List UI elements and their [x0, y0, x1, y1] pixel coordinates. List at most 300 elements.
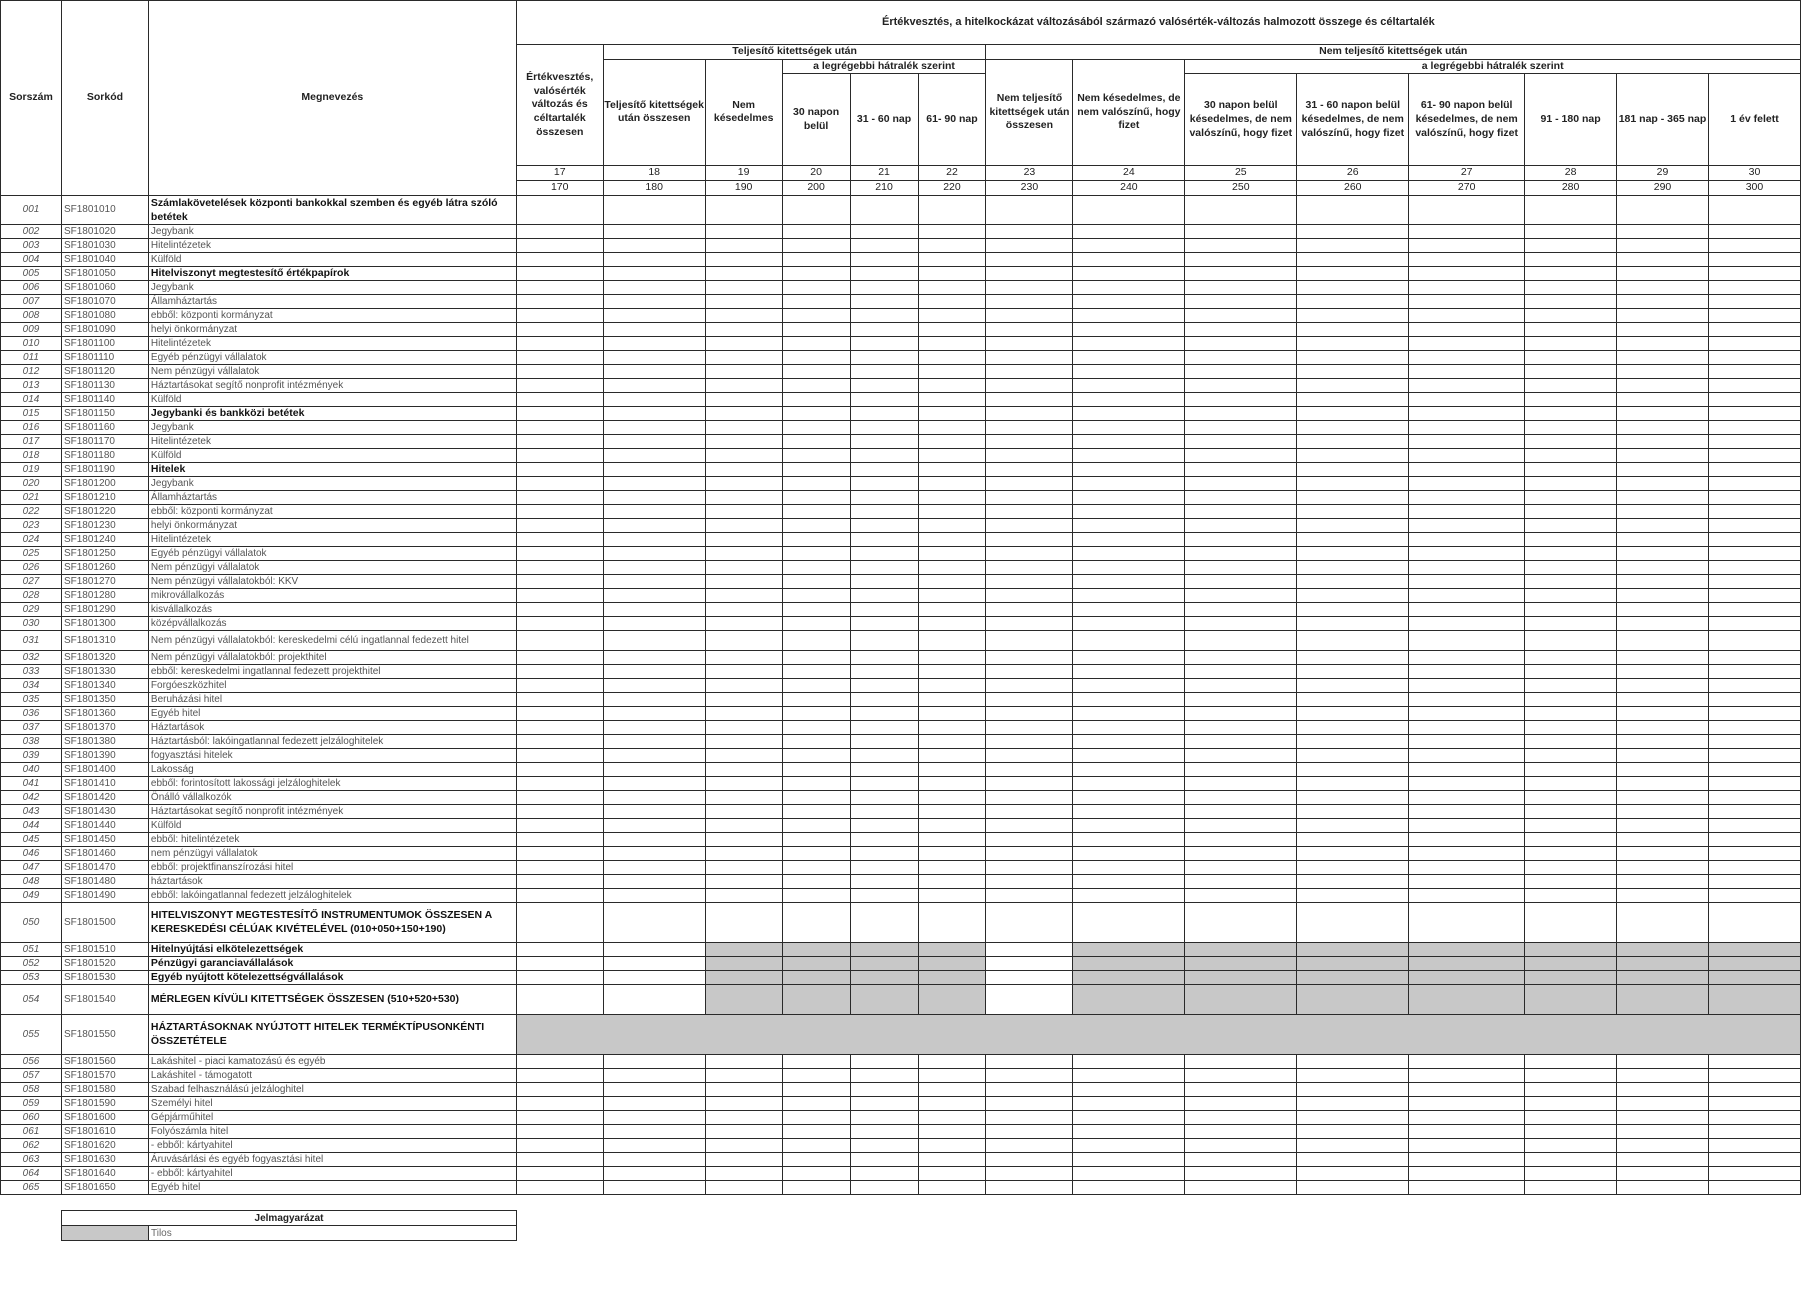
- data-cell[interactable]: [1708, 364, 1800, 378]
- data-cell[interactable]: [986, 476, 1073, 490]
- data-cell[interactable]: [850, 322, 918, 336]
- data-cell[interactable]: [603, 874, 705, 888]
- data-cell[interactable]: [1185, 616, 1297, 630]
- data-cell[interactable]: [782, 692, 850, 706]
- data-cell[interactable]: [1409, 1138, 1525, 1152]
- data-cell[interactable]: [1297, 406, 1409, 420]
- data-cell[interactable]: [918, 364, 986, 378]
- data-cell[interactable]: [850, 350, 918, 364]
- data-cell[interactable]: [1708, 560, 1800, 574]
- data-cell[interactable]: [850, 776, 918, 790]
- data-cell[interactable]: [516, 1110, 603, 1124]
- data-cell[interactable]: [1185, 546, 1297, 560]
- data-cell[interactable]: [705, 280, 782, 294]
- data-cell[interactable]: [1297, 392, 1409, 406]
- data-cell[interactable]: [986, 294, 1073, 308]
- data-cell[interactable]: [603, 616, 705, 630]
- data-cell[interactable]: [1617, 504, 1709, 518]
- data-cell[interactable]: [1708, 1096, 1800, 1110]
- data-cell[interactable]: [986, 364, 1073, 378]
- data-cell[interactable]: [1073, 706, 1185, 720]
- data-cell[interactable]: [850, 790, 918, 804]
- data-cell[interactable]: [1297, 1054, 1409, 1068]
- data-cell[interactable]: [1297, 420, 1409, 434]
- data-cell[interactable]: [1073, 1082, 1185, 1096]
- data-cell[interactable]: [1525, 1166, 1617, 1180]
- data-cell[interactable]: [918, 874, 986, 888]
- data-cell[interactable]: [1525, 420, 1617, 434]
- data-cell[interactable]: [918, 238, 986, 252]
- data-cell[interactable]: [1617, 832, 1709, 846]
- data-cell[interactable]: [516, 1166, 603, 1180]
- data-cell[interactable]: [1297, 546, 1409, 560]
- data-cell[interactable]: [1617, 734, 1709, 748]
- data-cell[interactable]: [1297, 860, 1409, 874]
- data-cell[interactable]: [1708, 224, 1800, 238]
- data-cell[interactable]: [1185, 406, 1297, 420]
- data-cell[interactable]: [1185, 574, 1297, 588]
- data-cell[interactable]: [782, 308, 850, 322]
- data-cell[interactable]: [1525, 888, 1617, 902]
- data-cell[interactable]: [1297, 748, 1409, 762]
- data-cell[interactable]: [516, 1180, 603, 1194]
- data-cell[interactable]: [986, 804, 1073, 818]
- data-cell[interactable]: [850, 518, 918, 532]
- data-cell[interactable]: [603, 1096, 705, 1110]
- data-cell[interactable]: [705, 832, 782, 846]
- data-cell[interactable]: [986, 846, 1073, 860]
- data-cell[interactable]: [850, 294, 918, 308]
- data-cell[interactable]: [603, 252, 705, 266]
- data-cell[interactable]: [850, 462, 918, 476]
- data-cell[interactable]: [782, 448, 850, 462]
- data-cell[interactable]: [1297, 195, 1409, 224]
- data-cell[interactable]: [705, 1054, 782, 1068]
- data-cell[interactable]: [516, 532, 603, 546]
- data-cell[interactable]: [1708, 462, 1800, 476]
- data-cell[interactable]: [918, 720, 986, 734]
- data-cell[interactable]: [918, 1068, 986, 1082]
- data-cell[interactable]: [918, 546, 986, 560]
- data-cell[interactable]: [1073, 518, 1185, 532]
- data-cell[interactable]: [782, 860, 850, 874]
- data-cell[interactable]: [1073, 720, 1185, 734]
- data-cell[interactable]: [705, 888, 782, 902]
- data-cell[interactable]: [918, 762, 986, 776]
- data-cell[interactable]: [1185, 350, 1297, 364]
- data-cell[interactable]: [516, 1096, 603, 1110]
- data-cell[interactable]: [1185, 294, 1297, 308]
- data-cell[interactable]: [603, 406, 705, 420]
- data-cell[interactable]: [1297, 266, 1409, 280]
- data-cell[interactable]: [782, 294, 850, 308]
- data-cell[interactable]: [850, 874, 918, 888]
- data-cell[interactable]: [1708, 252, 1800, 266]
- data-cell[interactable]: [1409, 664, 1525, 678]
- data-cell[interactable]: [1708, 734, 1800, 748]
- data-cell[interactable]: [1185, 1124, 1297, 1138]
- data-cell[interactable]: [850, 664, 918, 678]
- data-cell[interactable]: [850, 706, 918, 720]
- data-cell[interactable]: [918, 1152, 986, 1166]
- data-cell[interactable]: [516, 616, 603, 630]
- data-cell[interactable]: [986, 532, 1073, 546]
- data-cell[interactable]: [850, 1180, 918, 1194]
- data-cell[interactable]: [705, 720, 782, 734]
- data-cell[interactable]: [1073, 406, 1185, 420]
- data-cell[interactable]: [516, 706, 603, 720]
- data-cell[interactable]: [1185, 818, 1297, 832]
- data-cell[interactable]: [516, 970, 603, 984]
- data-cell[interactable]: [516, 504, 603, 518]
- data-cell[interactable]: [1409, 1152, 1525, 1166]
- data-cell[interactable]: [1297, 1124, 1409, 1138]
- data-cell[interactable]: [850, 762, 918, 776]
- data-cell[interactable]: [1185, 1138, 1297, 1152]
- data-cell[interactable]: [1297, 224, 1409, 238]
- data-cell[interactable]: [986, 266, 1073, 280]
- data-cell[interactable]: [603, 322, 705, 336]
- data-cell[interactable]: [1185, 874, 1297, 888]
- data-cell[interactable]: [1525, 1110, 1617, 1124]
- data-cell[interactable]: [1409, 448, 1525, 462]
- data-cell[interactable]: [1073, 588, 1185, 602]
- data-cell[interactable]: [850, 420, 918, 434]
- data-cell[interactable]: [1409, 630, 1525, 650]
- data-cell[interactable]: [1617, 678, 1709, 692]
- data-cell[interactable]: [603, 942, 705, 956]
- data-cell[interactable]: [1073, 664, 1185, 678]
- data-cell[interactable]: [1525, 322, 1617, 336]
- data-cell[interactable]: [782, 790, 850, 804]
- data-cell[interactable]: [603, 504, 705, 518]
- data-cell[interactable]: [1073, 322, 1185, 336]
- data-cell[interactable]: [1617, 560, 1709, 574]
- data-cell[interactable]: [918, 532, 986, 546]
- data-cell[interactable]: [918, 790, 986, 804]
- data-cell[interactable]: [516, 1054, 603, 1068]
- data-cell[interactable]: [1708, 902, 1800, 942]
- data-cell[interactable]: [1525, 692, 1617, 706]
- data-cell[interactable]: [1185, 588, 1297, 602]
- data-cell[interactable]: [1409, 588, 1525, 602]
- data-cell[interactable]: [850, 560, 918, 574]
- data-cell[interactable]: [516, 476, 603, 490]
- data-cell[interactable]: [516, 1082, 603, 1096]
- data-cell[interactable]: [782, 574, 850, 588]
- data-cell[interactable]: [782, 392, 850, 406]
- data-cell[interactable]: [782, 322, 850, 336]
- data-cell[interactable]: [603, 1124, 705, 1138]
- data-cell[interactable]: [850, 804, 918, 818]
- data-cell[interactable]: [986, 1096, 1073, 1110]
- data-cell[interactable]: [1185, 1054, 1297, 1068]
- data-cell[interactable]: [1525, 776, 1617, 790]
- data-cell[interactable]: [1073, 902, 1185, 942]
- data-cell[interactable]: [1409, 804, 1525, 818]
- data-cell[interactable]: [986, 518, 1073, 532]
- data-cell[interactable]: [986, 336, 1073, 350]
- data-cell[interactable]: [782, 832, 850, 846]
- data-cell[interactable]: [1617, 790, 1709, 804]
- data-cell[interactable]: [1073, 392, 1185, 406]
- data-cell[interactable]: [1409, 252, 1525, 266]
- data-cell[interactable]: [1525, 1180, 1617, 1194]
- data-cell[interactable]: [603, 462, 705, 476]
- data-cell[interactable]: [1617, 434, 1709, 448]
- data-cell[interactable]: [1617, 818, 1709, 832]
- data-cell[interactable]: [1525, 224, 1617, 238]
- data-cell[interactable]: [603, 692, 705, 706]
- data-cell[interactable]: [1297, 294, 1409, 308]
- data-cell[interactable]: [986, 238, 1073, 252]
- data-cell[interactable]: [1617, 1110, 1709, 1124]
- data-cell[interactable]: [516, 762, 603, 776]
- data-cell[interactable]: [850, 574, 918, 588]
- data-cell[interactable]: [1708, 378, 1800, 392]
- data-cell[interactable]: [1297, 378, 1409, 392]
- data-cell[interactable]: [1617, 692, 1709, 706]
- data-cell[interactable]: [603, 392, 705, 406]
- data-cell[interactable]: [986, 546, 1073, 560]
- data-cell[interactable]: [516, 1152, 603, 1166]
- data-cell[interactable]: [705, 476, 782, 490]
- data-cell[interactable]: [1409, 1082, 1525, 1096]
- data-cell[interactable]: [1297, 1082, 1409, 1096]
- data-cell[interactable]: [782, 1110, 850, 1124]
- data-cell[interactable]: [1185, 490, 1297, 504]
- data-cell[interactable]: [1409, 818, 1525, 832]
- data-cell[interactable]: [1185, 692, 1297, 706]
- data-cell[interactable]: [918, 1096, 986, 1110]
- data-cell[interactable]: [1297, 434, 1409, 448]
- data-cell[interactable]: [1185, 720, 1297, 734]
- data-cell[interactable]: [1297, 476, 1409, 490]
- data-cell[interactable]: [986, 888, 1073, 902]
- data-cell[interactable]: [1073, 252, 1185, 266]
- data-cell[interactable]: [1185, 1082, 1297, 1096]
- data-cell[interactable]: [1409, 860, 1525, 874]
- data-cell[interactable]: [1708, 448, 1800, 462]
- data-cell[interactable]: [1708, 476, 1800, 490]
- data-cell[interactable]: [516, 266, 603, 280]
- data-cell[interactable]: [1185, 518, 1297, 532]
- data-cell[interactable]: [1617, 650, 1709, 664]
- data-cell[interactable]: [986, 560, 1073, 574]
- data-cell[interactable]: [850, 1124, 918, 1138]
- data-cell[interactable]: [516, 630, 603, 650]
- data-cell[interactable]: [705, 1082, 782, 1096]
- data-cell[interactable]: [986, 308, 1073, 322]
- data-cell[interactable]: [1409, 420, 1525, 434]
- data-cell[interactable]: [918, 804, 986, 818]
- data-cell[interactable]: [705, 1152, 782, 1166]
- data-cell[interactable]: [1617, 588, 1709, 602]
- data-cell[interactable]: [603, 336, 705, 350]
- data-cell[interactable]: [516, 490, 603, 504]
- data-cell[interactable]: [918, 630, 986, 650]
- data-cell[interactable]: [1297, 574, 1409, 588]
- data-cell[interactable]: [1073, 560, 1185, 574]
- data-cell[interactable]: [1708, 664, 1800, 678]
- data-cell[interactable]: [1073, 532, 1185, 546]
- data-cell[interactable]: [603, 1166, 705, 1180]
- data-cell[interactable]: [782, 266, 850, 280]
- data-cell[interactable]: [782, 706, 850, 720]
- data-cell[interactable]: [1185, 448, 1297, 462]
- data-cell[interactable]: [516, 602, 603, 616]
- data-cell[interactable]: [986, 406, 1073, 420]
- data-cell[interactable]: [1525, 818, 1617, 832]
- data-cell[interactable]: [986, 818, 1073, 832]
- data-cell[interactable]: [986, 434, 1073, 448]
- data-cell[interactable]: [918, 588, 986, 602]
- data-cell[interactable]: [1525, 602, 1617, 616]
- data-cell[interactable]: [1708, 790, 1800, 804]
- data-cell[interactable]: [1617, 1166, 1709, 1180]
- data-cell[interactable]: [986, 650, 1073, 664]
- data-cell[interactable]: [603, 720, 705, 734]
- data-cell[interactable]: [603, 706, 705, 720]
- data-cell[interactable]: [782, 1180, 850, 1194]
- data-cell[interactable]: [918, 378, 986, 392]
- data-cell[interactable]: [782, 588, 850, 602]
- data-cell[interactable]: [603, 664, 705, 678]
- data-cell[interactable]: [603, 902, 705, 942]
- data-cell[interactable]: [705, 364, 782, 378]
- data-cell[interactable]: [1617, 308, 1709, 322]
- data-cell[interactable]: [918, 336, 986, 350]
- data-cell[interactable]: [1073, 1180, 1185, 1194]
- data-cell[interactable]: [705, 560, 782, 574]
- data-cell[interactable]: [603, 490, 705, 504]
- data-cell[interactable]: [918, 280, 986, 294]
- data-cell[interactable]: [1617, 602, 1709, 616]
- data-cell[interactable]: [986, 616, 1073, 630]
- data-cell[interactable]: [1073, 546, 1185, 560]
- data-cell[interactable]: [1617, 664, 1709, 678]
- data-cell[interactable]: [603, 748, 705, 762]
- data-cell[interactable]: [1185, 308, 1297, 322]
- data-cell[interactable]: [1708, 434, 1800, 448]
- data-cell[interactable]: [782, 1152, 850, 1166]
- data-cell[interactable]: [516, 546, 603, 560]
- data-cell[interactable]: [1409, 560, 1525, 574]
- data-cell[interactable]: [986, 748, 1073, 762]
- data-cell[interactable]: [603, 762, 705, 776]
- data-cell[interactable]: [516, 650, 603, 664]
- data-cell[interactable]: [850, 1054, 918, 1068]
- data-cell[interactable]: [705, 518, 782, 532]
- data-cell[interactable]: [1708, 1054, 1800, 1068]
- data-cell[interactable]: [603, 860, 705, 874]
- data-cell[interactable]: [1708, 546, 1800, 560]
- data-cell[interactable]: [1185, 804, 1297, 818]
- data-cell[interactable]: [516, 956, 603, 970]
- data-cell[interactable]: [1297, 1166, 1409, 1180]
- data-cell[interactable]: [1073, 350, 1185, 364]
- data-cell[interactable]: [1185, 1152, 1297, 1166]
- data-cell[interactable]: [986, 350, 1073, 364]
- data-cell[interactable]: [705, 874, 782, 888]
- data-cell[interactable]: [986, 280, 1073, 294]
- data-cell[interactable]: [705, 252, 782, 266]
- data-cell[interactable]: [603, 804, 705, 818]
- data-cell[interactable]: [1617, 518, 1709, 532]
- data-cell[interactable]: [603, 518, 705, 532]
- data-cell[interactable]: [1525, 846, 1617, 860]
- data-cell[interactable]: [1708, 588, 1800, 602]
- data-cell[interactable]: [516, 874, 603, 888]
- data-cell[interactable]: [1073, 1166, 1185, 1180]
- data-cell[interactable]: [516, 902, 603, 942]
- data-cell[interactable]: [1185, 504, 1297, 518]
- data-cell[interactable]: [850, 504, 918, 518]
- data-cell[interactable]: [1185, 252, 1297, 266]
- data-cell[interactable]: [1525, 804, 1617, 818]
- data-cell[interactable]: [603, 224, 705, 238]
- data-cell[interactable]: [1073, 364, 1185, 378]
- data-cell[interactable]: [1297, 1152, 1409, 1166]
- data-cell[interactable]: [603, 1054, 705, 1068]
- data-cell[interactable]: [1297, 678, 1409, 692]
- data-cell[interactable]: [705, 336, 782, 350]
- data-cell[interactable]: [1617, 462, 1709, 476]
- data-cell[interactable]: [1185, 378, 1297, 392]
- data-cell[interactable]: [918, 776, 986, 790]
- data-cell[interactable]: [1708, 678, 1800, 692]
- data-cell[interactable]: [1617, 706, 1709, 720]
- data-cell[interactable]: [1708, 762, 1800, 776]
- data-cell[interactable]: [1409, 762, 1525, 776]
- data-cell[interactable]: [705, 504, 782, 518]
- data-cell[interactable]: [705, 448, 782, 462]
- data-cell[interactable]: [1185, 392, 1297, 406]
- data-cell[interactable]: [1409, 280, 1525, 294]
- data-cell[interactable]: [1708, 420, 1800, 434]
- data-cell[interactable]: [1409, 832, 1525, 846]
- data-cell[interactable]: [850, 364, 918, 378]
- data-cell[interactable]: [1409, 1124, 1525, 1138]
- data-cell[interactable]: [782, 630, 850, 650]
- data-cell[interactable]: [1185, 420, 1297, 434]
- data-cell[interactable]: [705, 630, 782, 650]
- data-cell[interactable]: [1409, 546, 1525, 560]
- data-cell[interactable]: [705, 902, 782, 942]
- data-cell[interactable]: [1297, 280, 1409, 294]
- data-cell[interactable]: [705, 1096, 782, 1110]
- data-cell[interactable]: [1525, 490, 1617, 504]
- data-cell[interactable]: [986, 706, 1073, 720]
- data-cell[interactable]: [705, 588, 782, 602]
- data-cell[interactable]: [986, 902, 1073, 942]
- data-cell[interactable]: [918, 902, 986, 942]
- data-cell[interactable]: [1708, 602, 1800, 616]
- data-cell[interactable]: [1525, 518, 1617, 532]
- data-cell[interactable]: [1297, 1096, 1409, 1110]
- data-cell[interactable]: [1708, 238, 1800, 252]
- data-cell[interactable]: [918, 1124, 986, 1138]
- data-cell[interactable]: [1185, 776, 1297, 790]
- data-cell[interactable]: [1617, 1082, 1709, 1096]
- data-cell[interactable]: [705, 392, 782, 406]
- data-cell[interactable]: [516, 434, 603, 448]
- data-cell[interactable]: [1525, 1152, 1617, 1166]
- data-cell[interactable]: [986, 720, 1073, 734]
- data-cell[interactable]: [1185, 734, 1297, 748]
- data-cell[interactable]: [1708, 616, 1800, 630]
- data-cell[interactable]: [1617, 1096, 1709, 1110]
